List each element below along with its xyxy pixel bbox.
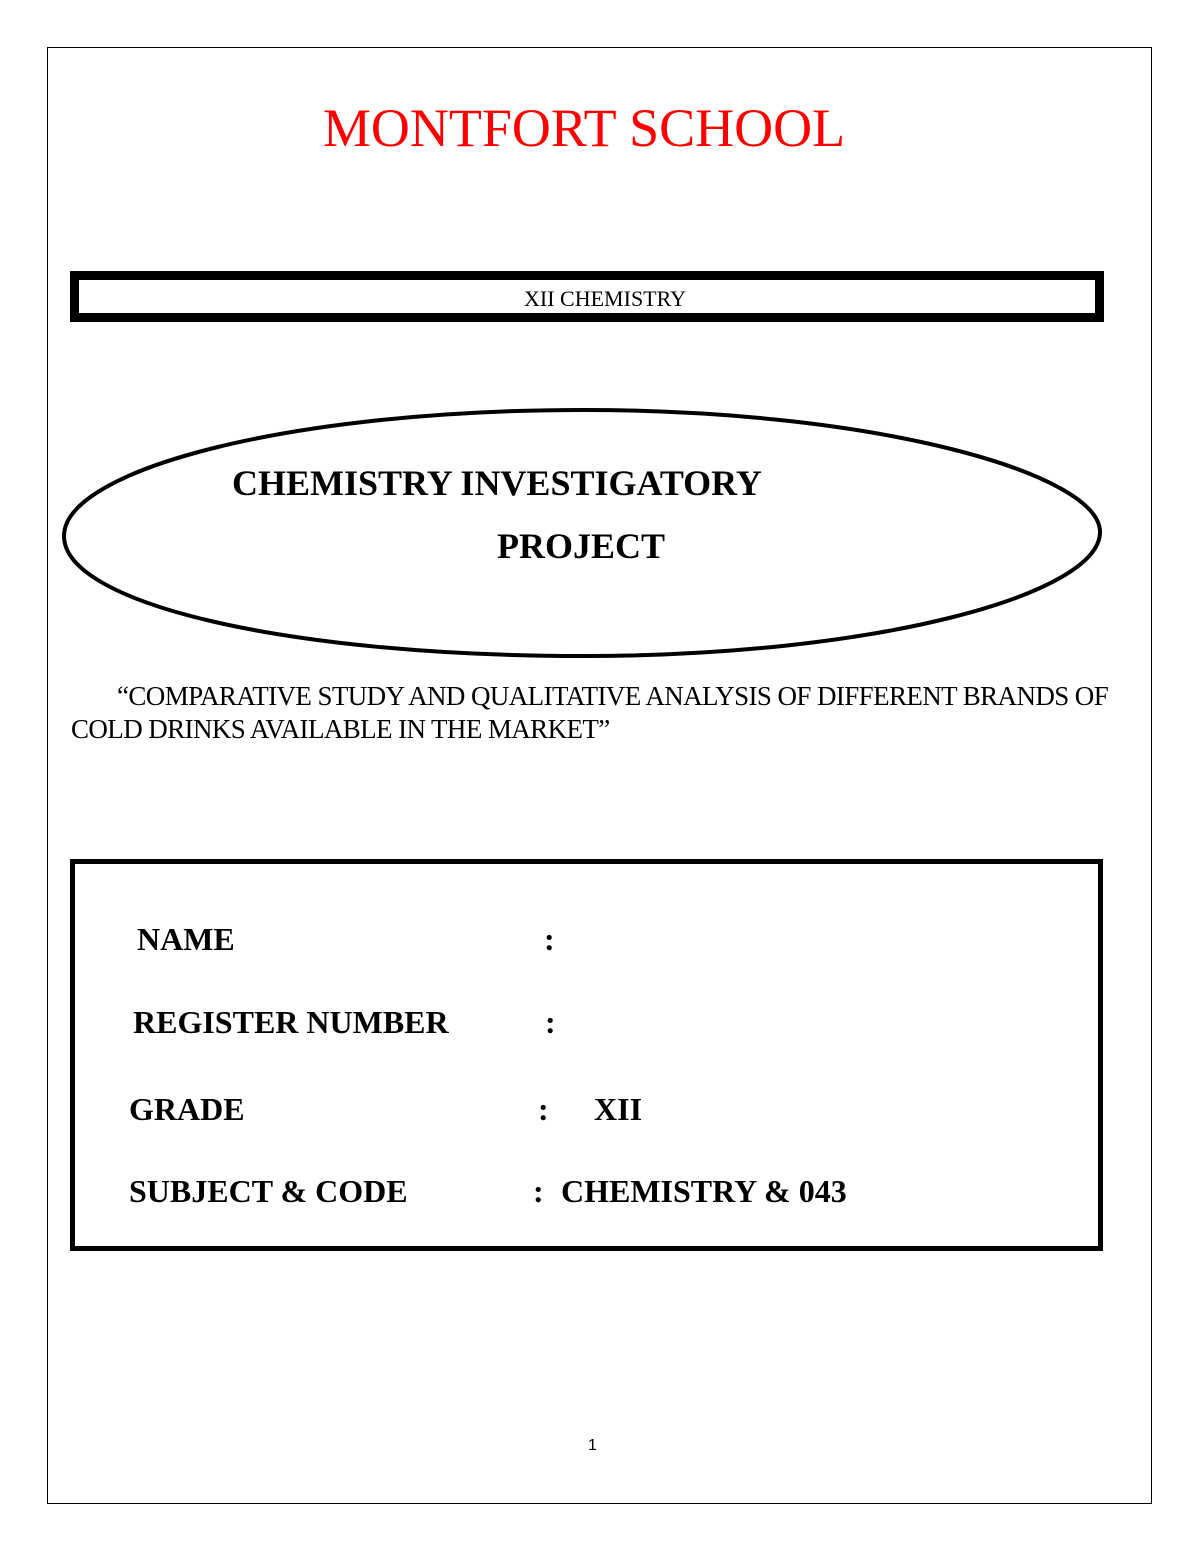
detail-colon: : (533, 1173, 544, 1209)
detail-colon: : (545, 1004, 556, 1040)
project-topic: “COMPARATIVE STUDY AND QUALITATIVE ANALYSIS OF DIFFERENT BRANDS OF COLD DRINKS AVAILABLE IN THE MARKET” (71, 681, 1109, 744)
detail-label: NAME (137, 921, 235, 957)
student-details-box (70, 859, 1103, 1251)
detail-value: CHEMISTRY & 043 (561, 1173, 847, 1209)
detail-colon: : (544, 921, 555, 957)
detail-label: GRADE (129, 1091, 245, 1127)
detail-value: XII (594, 1091, 643, 1127)
project-title-line-2: PROJECT (497, 526, 666, 566)
project-title-line-1: CHEMISTRY INVESTIGATORY (232, 463, 762, 503)
school-name: MONTFORT SCHOOL (322, 98, 846, 158)
page-number: 1 (588, 1437, 597, 1454)
detail-label: REGISTER NUMBER (133, 1004, 449, 1040)
detail-colon: : (538, 1091, 549, 1127)
page-border (47, 47, 1152, 1504)
class-banner (70, 271, 1104, 322)
class-banner-label: XII CHEMISTRY (524, 286, 686, 311)
detail-label: SUBJECT & CODE (129, 1173, 408, 1209)
